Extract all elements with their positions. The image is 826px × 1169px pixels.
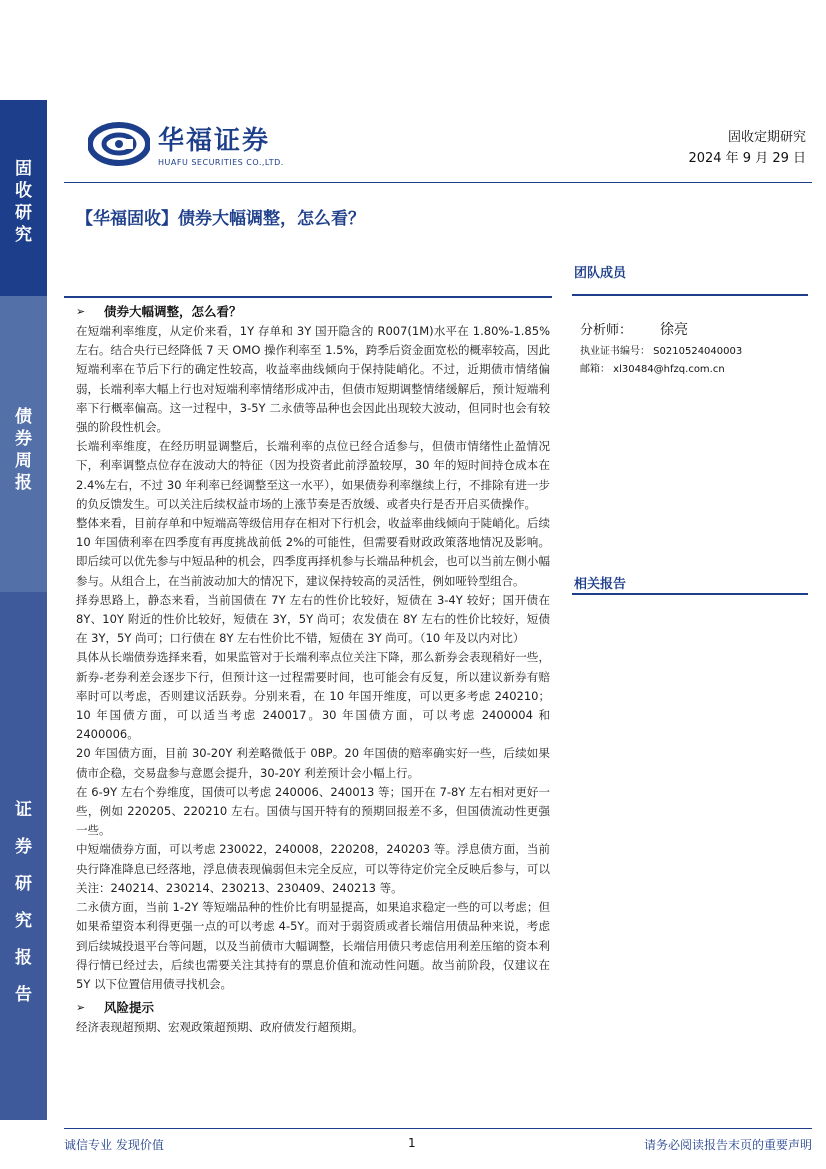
- logo-english-name: HUAFU SECURITIES CO.,LTD.: [158, 158, 284, 167]
- section-heading-risk: ➢ 风险提示: [76, 1000, 155, 1016]
- arrow-bullet-icon: ➢: [76, 1000, 86, 1014]
- footer-divider: [64, 1128, 812, 1129]
- body-top-divider: [64, 296, 552, 298]
- sidebar-char: 收: [15, 181, 32, 201]
- footer-disclaimer[interactable]: 请务必阅读报告末页的重要声明: [643, 1138, 812, 1152]
- logo-swirl-icon: [88, 122, 150, 166]
- body-paragraph: 长端利率维度，在经历明显调整后，长端利率的点位已经合适参与，但债市情绪性止盈情况下，利率调整点位存在波动大的特征（因为投资者此前浮盈较厚，30 年的短时间持仓成本在 2.4%左右，不过 30 年利率已经调整至这一水平），如果债券利率继续上行，不排除有进一步的负反馈发生。可以关注后续权益市场的上涨节奏是否放缓、或者央行是否开启买债操作。: [76, 439, 550, 511]
- analyst-card: [580, 322, 808, 378]
- arrow-bullet-icon: ➢: [76, 304, 86, 318]
- sidebar-block-fixed-income: [0, 100, 47, 296]
- body-paragraph: 在 6-9Y 左右个券维度，国债可以考虑 240006、240013 等；国开在 7-8Y 左右相对更好一些，例如 220205、220210 左右。国债与国开特有的预期回报差不多，但国债流动性更强一些。: [76, 784, 550, 838]
- risk-text: 经济表现超预期、宏观政策超预期、政府债发行超预期。: [76, 1020, 364, 1035]
- analyst-email[interactable]: 邮箱： xl30484@hfzq.com.cn: [580, 364, 725, 375]
- section-heading-adjustment: ➢ 债券大幅调整，怎么看？: [76, 304, 242, 319]
- sidebar-char: 报: [15, 948, 32, 968]
- body-paragraph: 整体来看，目前存单和中短端高等级信用存在相对下行机会，收益率曲线倾向于陡峭化。后续 10 年国债利率在四季度有再度挑战前低 2%的可能性，但需要看财政政策落地情况及影响。即后续可以优先参与中短品种的机会，四季度再择机参与长端品种机会，也可以当前左侧小幅参与。从组合上，在当前波动加大的情况下，建议保持较高的灵活性，例如哑铃型组合。: [76, 516, 550, 588]
- sidebar-char: 报: [15, 473, 32, 493]
- main-content: [76, 296, 550, 1037]
- report-type: 固收定期研究: [727, 130, 806, 145]
- logo-chinese-name: 华福证券: [158, 126, 271, 156]
- body-paragraph: 二永债方面，当前 1-2Y 等短端品种的性价比有明显提高，如果追求稳定一些的可以考虑；但如果希望资本利得更强一点的可以考虑 4-5Y。而对于弱资质或者长端信用债品种来说，考虑到后续城投退平台等问题，以及当前债市大幅调整，长端信用债只考虑信用利差压缩的资本利得行情已经过去，后续也需要关注其持有的票息价值和流动性问题。故当前阶段，仅建议在 5Y 以下位置信用债寻找机会。: [76, 900, 550, 991]
- sidebar-char: 券: [15, 429, 32, 449]
- sidebar-block-bond-weekly: [0, 296, 47, 592]
- body-paragraph: 中短端债券方面，可以考虑 230022，240008，220208，240203 等。浮息债方面，当前央行降准降息已经落地，浮息债表现偏弱但未完全反应，可以等待定价完全反映后参与，可以关注：240214、230214、230213、230409、240213 等。: [76, 842, 550, 895]
- body-paragraph: 20 年国债方面，目前 30-20Y 利差略微低于 0BP。20 年国债的赔率确实好一些，后续如果债市企稳，交易盘参与意愿会提升，30-20Y 利差预计会小幅上行。: [76, 746, 550, 780]
- body-paragraph: 择券思路上，静态来看，当前国债在 7Y 左右的性价比较好，短债在 3-4Y 较好；国开债在 8Y、10Y 附近的性价比较好，短债在 3Y，5Y 尚可；农发债在 8Y 左右的性价比较好，短债在 3Y，5Y 尚可；口行债在 8Y 左右性价比不错，短债在 3Y 尚可。（10 年及以内对比）: [76, 592, 550, 646]
- team-divider: [572, 294, 808, 296]
- sidebar-char: 研: [15, 203, 32, 223]
- sidebar-char: 券: [15, 837, 32, 857]
- analyst-label: 分析师：: [580, 323, 633, 338]
- header-divider: [64, 182, 812, 183]
- body-paragraph: 具体从长端债券选择来看，如果监管对于长端利率点位关注下降，那么新券会表现稍好一些，新券-老券利差会逐步下行，但预计这一过程需要时间，也可能会有反复，所以建议新券有赔率时可以考虑，否则建议活跃券。分别来看，在 10 年国开维度，可以更多考虑 240210；10 年国债方面，可以适当考虑 240017。30 年国债方面，可以考虑 2400004 和 2400006。: [76, 650, 550, 742]
- sidebar-char: 究: [15, 911, 32, 931]
- sidebar-char: 债: [15, 407, 32, 427]
- sidebar-char: 固: [15, 159, 32, 179]
- report-date: 2024 年 9 月 29 日: [688, 151, 806, 166]
- related-reports-heading: 相关报告: [574, 577, 627, 592]
- company-logo: [88, 120, 284, 167]
- sidebar-block-research-report: [0, 592, 47, 1120]
- analyst-cert: 执业证书编号： S0210524040003: [580, 346, 743, 357]
- analyst-name: 徐亮: [660, 322, 689, 338]
- body-paragraph: 在短端利率维度，从定价来看，1Y 存单和 3Y 国开隐含的 R007(1M)水平在 1.80%-1.85%左右。结合央行已经降低 7 天 OMO 操作利率至 1.5%，跨季后资金面宽松的概率较高，因此短端利率在节后下行的确定性较高，收益率曲线倾向于保持陡峭化。不过，近期债市情绪偏弱，长端利率大幅上行也对短端利率情绪形成冲击，但债市短期调整情绪缓解后，预计短端利率下行概率偏高。这一过程中，3-5Y 二永债等品种也会因此出现较大波动，但同时也会有较强的阶段性机会。: [76, 324, 550, 435]
- report-title: 【华福固收】债券大幅调整，怎么看？: [76, 209, 365, 229]
- sidebar-char: 研: [15, 874, 32, 894]
- sidebar-char: 周: [15, 451, 32, 471]
- header-meta: [688, 127, 806, 169]
- sidebar-char: 究: [15, 225, 32, 245]
- sidebar-char: 告: [15, 985, 32, 1005]
- footer-slogan: 诚信专业 发现价值: [64, 1138, 164, 1152]
- team-heading: 团队成员: [574, 266, 627, 281]
- page-number: 1: [408, 1136, 416, 1150]
- sidebar-char: 证: [15, 800, 32, 820]
- related-divider: [572, 593, 808, 595]
